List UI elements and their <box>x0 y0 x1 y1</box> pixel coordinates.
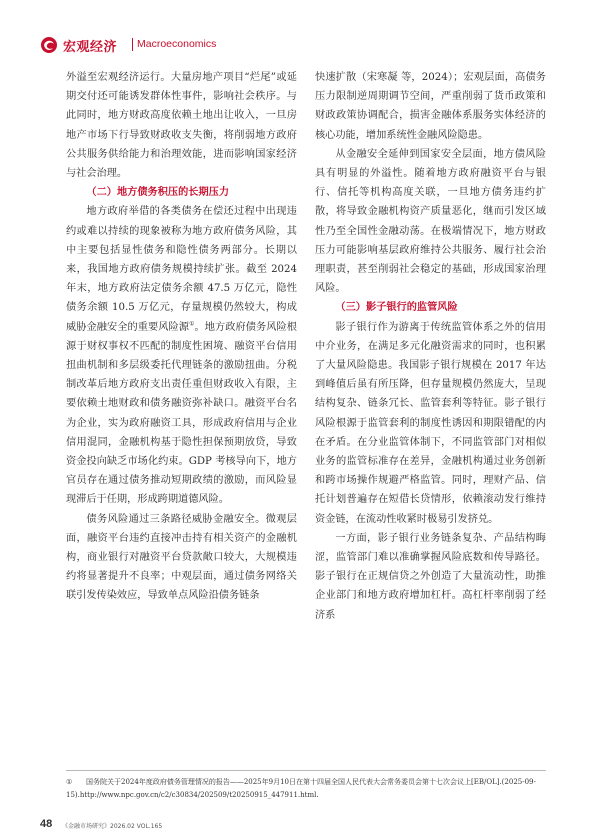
left-column <box>66 68 297 606</box>
section-title-en: Macroeconomics <box>137 38 217 50</box>
footnote-text: 国务院关于2024年度政府债务管理情况的报告——2025年9月10日在第十四届全国人民代表大会常务委员会第十七次会议上[EB/OL].(2025-09-15).http://www.npc.gov.cn/c2/c30834/202509/t20250915_447911.html. <box>66 778 536 799</box>
paragraph: 快速扩散（宋寒凝 等，2024）；宏观层面，高债务压力限制逆周期调节空间，严重削弱了货币政策和财政政策协调配合，损害金融体系服务实体经济的核心功能，增加系统性金融风险隐患。 <box>315 72 546 141</box>
footnote-reference[interactable]: ① <box>189 320 195 328</box>
paragraph: 影子银行作为游离于传统监管体系之外的信用中介业务，在满足多元化融资需求的同时，也积累了大量风险隐患。我国影子银行规模在 2017 年达到峰值后虽有所压降，但存量规模仍然庞大，呈现结构复杂、链条冗长、监管套利等特征。影子银行风险根源于监管套利的制度性诱因和期限错配的内在矛盾。在分业监管体制下，不同监管部门对相似业务的监管标准存在差异，金融机构通过业务创新和跨市场操作规避严格监管。同时，理财产品、信托计划普遍存在短借长贷情形，依赖滚动发行维持资金链，在流动性收紧时极易引发挤兑。 <box>315 321 546 525</box>
page-header <box>40 34 570 58</box>
right-column <box>315 68 546 625</box>
page-footer <box>40 818 540 832</box>
subsection-heading: （三）影子银行的监管风险 <box>335 302 458 314</box>
section-divider <box>132 38 133 51</box>
page-number: 48 <box>40 818 53 830</box>
paragraph <box>66 202 297 509</box>
footnote <box>66 776 546 802</box>
paragraph: 债务风险通过三条路径威胁金融安全。微观层面，融资平台违约直接冲击持有相关资产的金融机构，商业银行对融资平台贷款敞口较大，大规模违约将显著提升不良率；中观层面，通过债务网络关联引发传染效应，导致单点风险沿债务链条 <box>66 513 297 602</box>
paragraph: 从金融安全延伸到国家安全层面，地方债风险具有明显的外溢性。随着地方政府融资平台与银行、信托等机构高度关联，一旦地方债务违约扩散，将导致金融机构资产质量恶化，继而引发区域性乃至全国性金融动荡。在极端情况下，地方财政压力可能影响基层政府维持公共服务、履行社会治理职责，甚至削弱社会稳定的基础，形成国家治理风险。 <box>315 148 546 295</box>
journal-info: 《金融市场研究》2026.02 VOL.165 <box>62 823 163 830</box>
paragraph-text: 。地方政府债务风险根源于财权事权不匹配的制度性困境、融资平台信用扭曲机制和多层级委托代理链条的激励扭曲。分税制改革后地方政府支出责任重但财政收入有限，主要依赖土地财政和债务融资弥补缺口。融资平台名为企业，实为政府融资工具，形成政府信用与企业信用混同，金融机构基于隐性担保预期放贷，导致资金投向缺乏市场化约束。GDP 考核导向下，地方官员存在通过债务推动短期政绩的激励，而风险显现滞后于任期，形成跨期道德风险。 <box>66 321 297 506</box>
red-swirl-logo-icon <box>40 36 58 54</box>
footnote-divider <box>66 770 546 771</box>
paragraph: 一方面，影子银行业务链条复杂、产品结构晦涩，监管部门难以准确掌握风险底数和传导路径。影子银行在正规信贷之外创造了大量流动性，助推企业部门和地方政府增加杠杆。高杠杆率削弱了经济系 <box>315 532 546 621</box>
paragraph-text: 地方政府举借的各类债务在偿还过程中出现违约或难以持续的现象被称为地方政府债务风险，其中主要包括显性债务和隐性债务两部分。长期以来，我国地方政府债务规模持续扩张。截至 2024 年末，地方政府法定债务余额 47.5 万亿元，隐性债务余额 10.5 万亿元，存量规模仍然较大，构成威胁金融安全的重要风险源 <box>66 206 297 333</box>
footnote-mark: ① <box>66 778 73 786</box>
subsection-heading: （二）地方债务积压的长期压力 <box>86 187 230 199</box>
section-title-cn: 宏观经济 <box>63 40 118 55</box>
paragraph: 外溢至宏观经济运行。大量房地产项目“烂尾”或延期交付还可能诱发群体性事件，影响社会秩序。与此同时，地方财政高度依赖土地出让收入，一旦房地产市场下行导致财政收支失衡，将削弱地方政府公共服务供给能力和治理效能，进而影响国家经济与社会治理。 <box>66 72 297 180</box>
